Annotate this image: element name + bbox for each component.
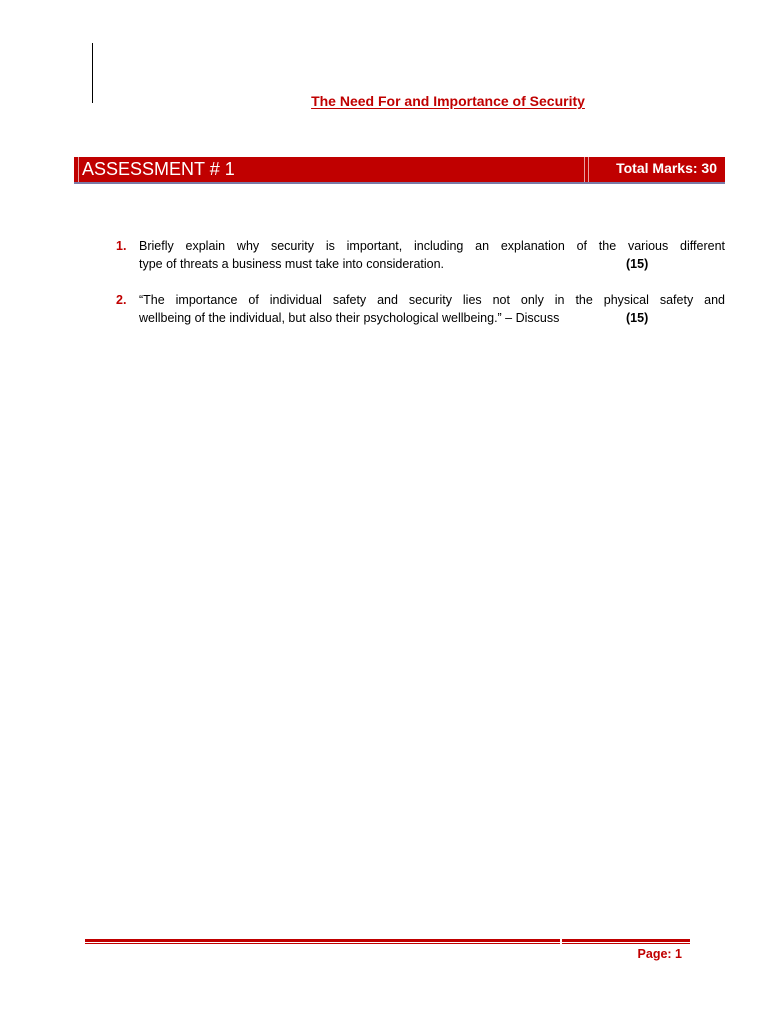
banner-left-edge [78,157,79,182]
assessment-title: ASSESSMENT # 1 [82,159,235,179]
question-item-1 [116,237,725,273]
question-marks: (15) [626,257,649,271]
question-body [139,237,725,273]
question-text: type of threats a business must take into consideration. [139,257,445,271]
footer-rule [85,939,690,944]
question-text-line [139,309,725,327]
assessment-banner [74,157,725,184]
footer-rule-thick [85,939,690,942]
page-number: Page: 1 [637,947,682,961]
margin-mark [92,43,93,103]
question-text-line: “The importance of individual safety and security lies not only in the physical safety and [139,293,725,307]
question-text: wellbeing of the individual, but also their psychological wellbeing.” – Discuss [139,311,560,325]
question-item-2 [116,291,725,327]
question-number: 1. [116,239,127,253]
question-body [139,291,725,327]
banner-divider [584,157,589,182]
footer-rule-gap [560,939,562,944]
question-marks: (15) [626,311,649,325]
total-marks: Total Marks: 30 [616,160,717,176]
footer-rule-thin [85,943,690,944]
question-text-line: Briefly explain why security is important, including an explanation of the various different [139,239,725,253]
question-number: 2. [116,293,127,307]
document-title: The Need For and Importance of Security [311,93,585,109]
question-text-line [139,255,725,273]
